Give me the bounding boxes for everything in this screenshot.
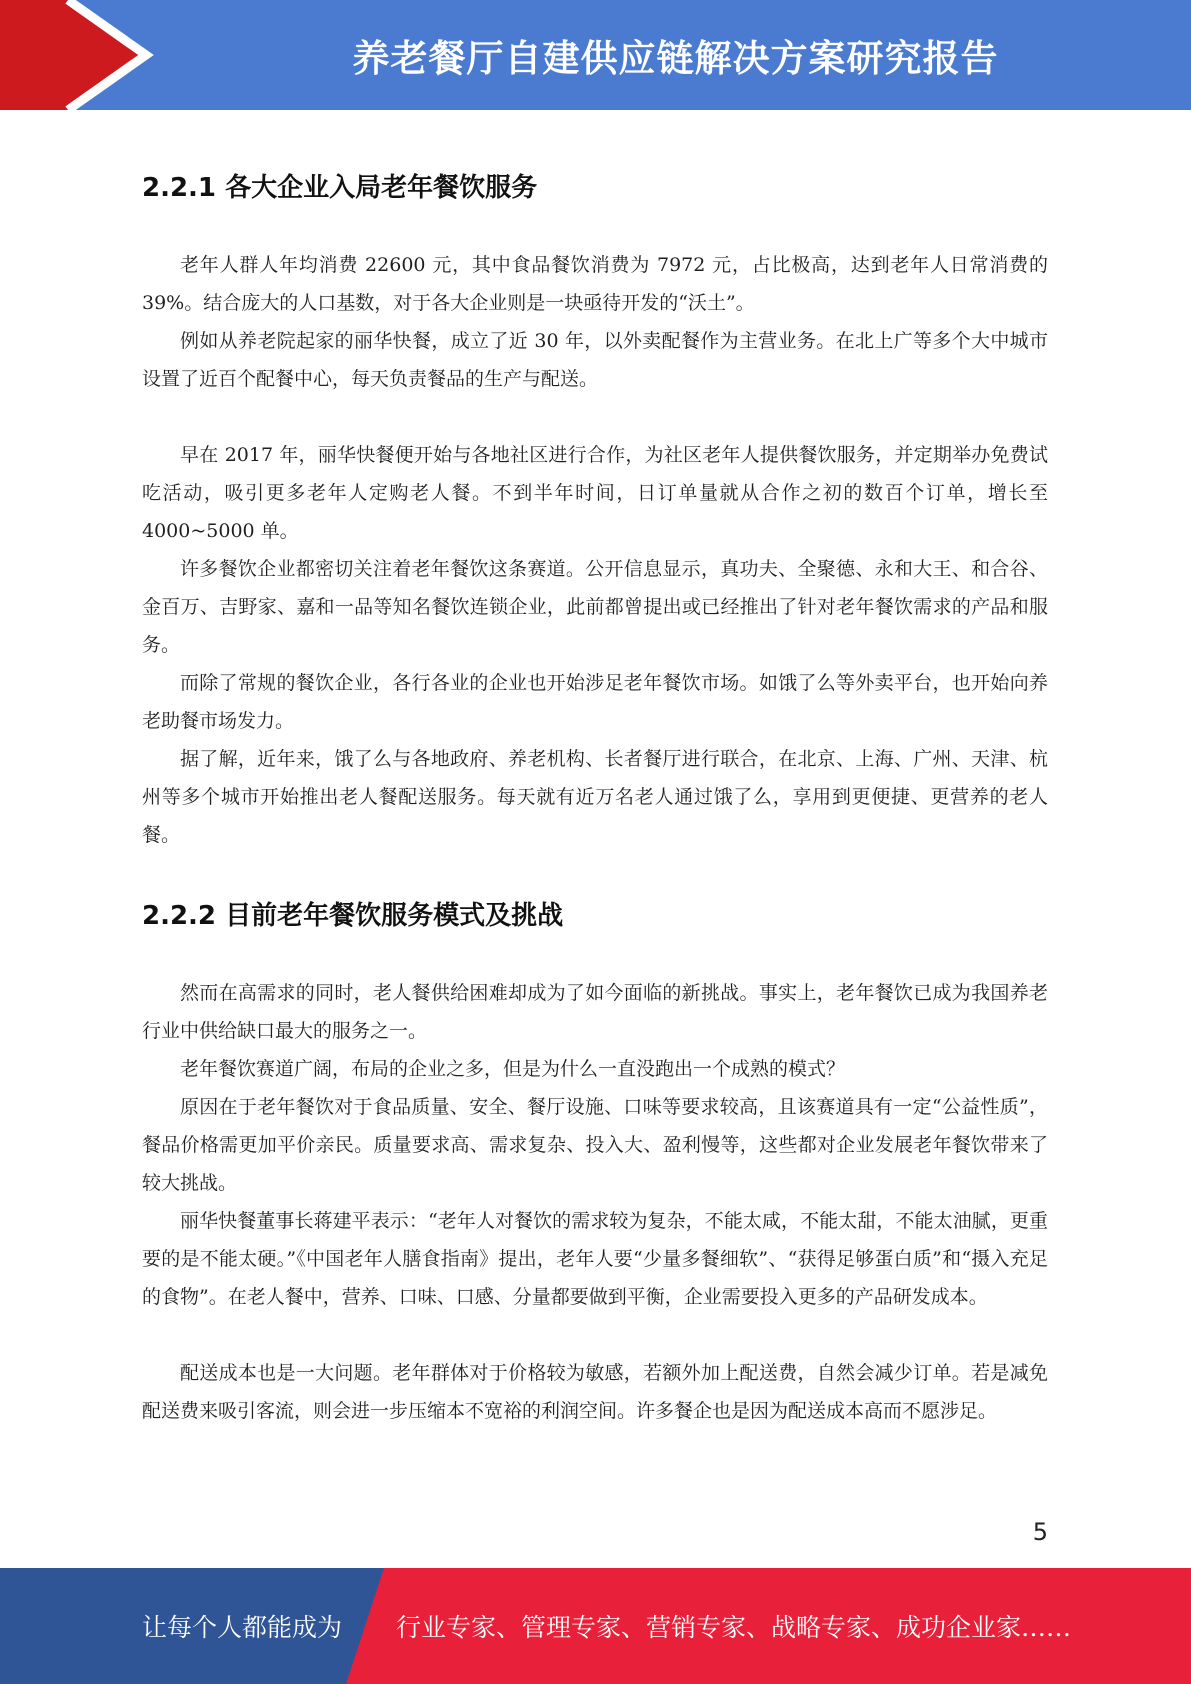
paragraph: 许多餐饮企业都密切关注着老年餐饮这条赛道。公开信息显示，真功夫、全聚德、永和大王、和合谷、金百万、吉野家、嘉和一品等知名餐饮连锁企业，此前都曾提出或已经推出了针对老年餐饮需求的产品和服务。 xyxy=(142,558,1048,656)
footer-slogan-left: 让每个人都能成为 xyxy=(142,1613,343,1642)
paragraph: 而除了常规的餐饮企业，各行各业的企业也开始涉足老年餐饮市场。如饿了么等外卖平台，也开始向养老助餐市场发力。 xyxy=(142,672,1048,732)
red-arrow-decoration xyxy=(0,0,160,110)
paragraph: 例如从养老院起家的丽华快餐，成立了近 30 年，以外卖配餐作为主营业务。在北上广等多个大中城市设置了近百个配餐中心，每天负责餐品的生产与配送。 xyxy=(142,330,1048,390)
paragraph: 老年餐饮赛道广阔，布局的企业之多，但是为什么一直没跑出一个成熟的模式？ xyxy=(180,1058,846,1080)
footer-slogan-right: 行业专家、管理专家、营销专家、战略专家、成功企业家…… xyxy=(396,1613,1072,1642)
section-heading-2-2-1: 2.2.1 各大企业入局老年餐饮服务 xyxy=(142,173,538,203)
section-body-2-2-1 xyxy=(142,246,1048,854)
page-header xyxy=(0,0,1191,110)
paragraph: 丽华快餐董事长蒋建平表示：“老年人对餐饮的需求较为复杂，不能太咸，不能太甜，不能太油腻，更重要的是不能太硬。”《中国老年人膳食指南》提出，老年人要“少量多餐细软”、“获得足够蛋白质”和“摄入充足的食物”。在老人餐中，营养、口味、口感、分量都要做到平衡，企业需要投入更多的产品研发成本。 xyxy=(142,1210,1048,1308)
paragraph: 早在 2017 年，丽华快餐便开始与各地社区进行合作，为社区老年人提供餐饮服务，并定期举办免费试吃活动，吸引更多老年人定购老人餐。不到半年时间，日订单量就从合作之初的数百个订单，增长至 4000~5000 单。 xyxy=(142,444,1048,542)
paragraph: 据了解，近年来，饿了么与各地政府、养老机构、长者餐厅进行联合，在北京、上海、广州、天津、杭州等多个城市开始推出老人餐配送服务。每天就有近万名老人通过饿了么，享用到更便捷、更营养的老人餐。 xyxy=(142,748,1048,846)
paragraph: 原因在于老年餐饮对于食品质量、安全、餐厅设施、口味等要求较高，且该赛道具有一定“公益性质”，餐品价格需更加平价亲民。质量要求高、需求复杂、投入大、盈利慢等，这些都对企业发展老年餐饮带来了较大挑战。 xyxy=(142,1096,1048,1194)
paragraph: 然而在高需求的同时，老人餐供给困难却成为了如今面临的新挑战。事实上，老年餐饮已成为我国养老行业中供给缺口最大的服务之一。 xyxy=(142,982,1048,1042)
paragraph: 老年人群人年均消费 22600 元，其中食品餐饮消费为 7972 元，占比极高，达到老年人日常消费的 39%。结合庞大的人口基数，对于各大企业则是一块亟待开发的“沃土”。 xyxy=(142,254,1048,314)
section-heading-2-2-2: 2.2.2 目前老年餐饮服务模式及挑战 xyxy=(142,901,564,931)
page-number: 5 xyxy=(1032,1518,1048,1546)
section-body-2-2-2 xyxy=(142,974,1048,1430)
paragraph: 配送成本也是一大问题。老年群体对于价格较为敏感，若额外加上配送费，自然会减少订单。若是减免配送费来吸引客流，则会进一步压缩本不宽裕的利润空间。许多餐企也是因为配送成本高而不愿涉足。 xyxy=(142,1362,1048,1422)
report-title: 养老餐厅自建供应链解决方案研究报告 xyxy=(352,37,999,80)
page-content xyxy=(142,160,1048,1430)
page-footer xyxy=(0,1568,1191,1684)
